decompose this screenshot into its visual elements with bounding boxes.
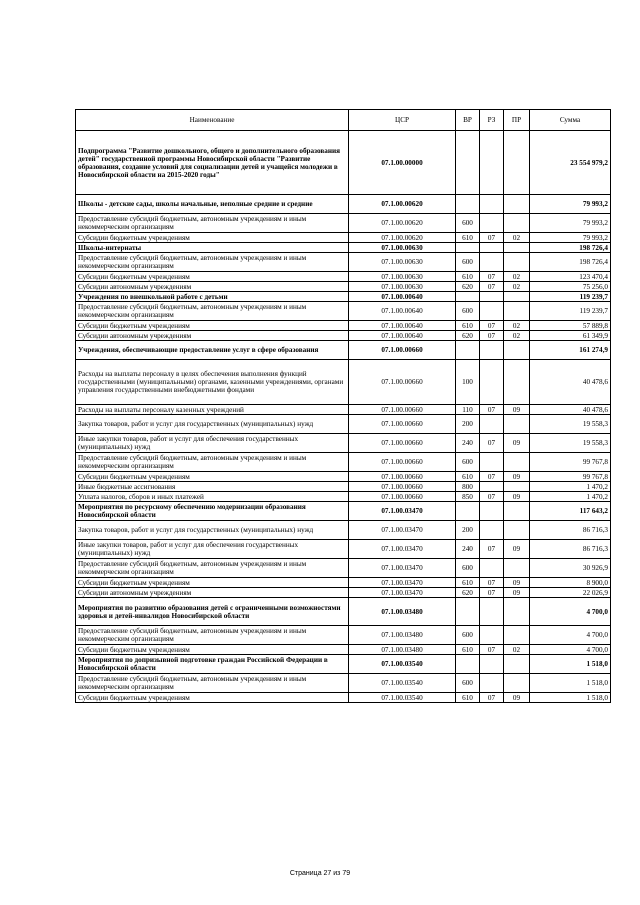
cell-pr <box>504 453 530 472</box>
cell-rz <box>480 302 504 321</box>
cell-vr <box>456 598 480 626</box>
cell-rz: 07 <box>480 645 504 655</box>
header-name: Наименование <box>76 110 349 131</box>
cell-vr <box>456 131 480 195</box>
cell-pr <box>504 131 530 195</box>
cell-rz: 07 <box>480 233 504 243</box>
cell-name: Субсидии бюджетным учреждениям <box>76 472 349 482</box>
cell-sum: 1 518,0 <box>530 693 611 703</box>
cell-name: Мероприятия по ресурсному обеспечению модернизации образования Новосибирской области <box>76 502 349 521</box>
cell-csr: 07.1.00.03540 <box>349 674 456 693</box>
cell-pr: 09 <box>504 405 530 415</box>
cell-pr: 02 <box>504 645 530 655</box>
cell-pr: 09 <box>504 472 530 482</box>
table-row <box>76 292 611 302</box>
table-row <box>76 588 611 598</box>
cell-pr <box>504 598 530 626</box>
cell-sum: 79 993,2 <box>530 214 611 233</box>
table-row <box>76 482 611 492</box>
cell-name: Предоставление субсидий бюджетным, автономным учреждениям и иным некоммерческим организациям <box>76 214 349 233</box>
cell-pr <box>504 214 530 233</box>
cell-sum: 22 026,9 <box>530 588 611 598</box>
cell-csr: 07.1.00.00620 <box>349 195 456 214</box>
cell-sum: 99 767,8 <box>530 472 611 482</box>
cell-vr: 610 <box>456 321 480 331</box>
cell-pr <box>504 292 530 302</box>
table-row <box>76 521 611 540</box>
cell-csr: 07.1.00.03470 <box>349 540 456 559</box>
cell-rz <box>480 341 504 360</box>
cell-rz <box>480 655 504 674</box>
cell-sum: 117 643,2 <box>530 502 611 521</box>
table-row <box>76 195 611 214</box>
cell-vr: 600 <box>456 302 480 321</box>
cell-rz: 07 <box>480 405 504 415</box>
cell-sum: 57 889,8 <box>530 321 611 331</box>
cell-pr: 02 <box>504 331 530 341</box>
cell-name: Предоставление субсидий бюджетным, автономным учреждениям и иным некоммерческим организациям <box>76 626 349 645</box>
cell-name: Мероприятия по развитию образования детей с ограниченными возможностями здоровья и детей-инвалидов Новосибирской области <box>76 598 349 626</box>
cell-rz <box>480 415 504 434</box>
cell-pr <box>504 195 530 214</box>
cell-rz <box>480 214 504 233</box>
header-csr: ЦСР <box>349 110 456 131</box>
cell-sum: 161 274,9 <box>530 341 611 360</box>
table-row <box>76 540 611 559</box>
cell-sum: 1 518,0 <box>530 674 611 693</box>
cell-sum: 61 349,9 <box>530 331 611 341</box>
cell-pr <box>504 482 530 492</box>
table-row <box>76 253 611 272</box>
cell-csr: 07.1.00.03470 <box>349 559 456 578</box>
cell-rz: 07 <box>480 321 504 331</box>
cell-name: Субсидии бюджетным учреждениям <box>76 272 349 282</box>
table-row <box>76 341 611 360</box>
cell-name: Закупка товаров, работ и услуг для государственных (муниципальных) нужд <box>76 415 349 434</box>
table-row <box>76 331 611 341</box>
table-row <box>76 674 611 693</box>
header-pr: ПР <box>504 110 530 131</box>
cell-vr: 600 <box>456 559 480 578</box>
cell-csr: 07.1.00.00660 <box>349 341 456 360</box>
cell-csr: 07.1.00.00000 <box>349 131 456 195</box>
cell-pr <box>504 360 530 405</box>
cell-sum: 4 700,0 <box>530 626 611 645</box>
cell-sum: 8 900,0 <box>530 578 611 588</box>
table-row <box>76 243 611 253</box>
cell-vr: 600 <box>456 453 480 472</box>
cell-csr: 07.1.00.00630 <box>349 253 456 272</box>
cell-sum: 4 700,0 <box>530 645 611 655</box>
cell-sum: 19 558,3 <box>530 415 611 434</box>
cell-name: Субсидии бюджетным учреждениям <box>76 233 349 243</box>
cell-csr: 07.1.00.00640 <box>349 321 456 331</box>
cell-csr: 07.1.00.00630 <box>349 243 456 253</box>
table-row <box>76 214 611 233</box>
cell-vr: 200 <box>456 521 480 540</box>
cell-name: Субсидии бюджетным учреждениям <box>76 321 349 331</box>
table-row <box>76 415 611 434</box>
cell-name: Предоставление субсидий бюджетным, автономным учреждениям и иным некоммерческим организациям <box>76 453 349 472</box>
table-row <box>76 321 611 331</box>
cell-pr: 02 <box>504 233 530 243</box>
cell-rz <box>480 626 504 645</box>
budget-table <box>75 109 611 703</box>
table-row <box>76 360 611 405</box>
table-row <box>76 502 611 521</box>
table-body <box>76 131 611 703</box>
cell-sum: 198 726,4 <box>530 253 611 272</box>
table-row <box>76 233 611 243</box>
header-rz: РЗ <box>480 110 504 131</box>
cell-sum: 99 767,8 <box>530 453 611 472</box>
cell-vr: 100 <box>456 360 480 405</box>
cell-vr: 240 <box>456 434 480 453</box>
cell-vr: 600 <box>456 253 480 272</box>
cell-sum: 79 993,2 <box>530 195 611 214</box>
cell-pr: 02 <box>504 282 530 292</box>
cell-vr: 610 <box>456 233 480 243</box>
cell-name: Уплата налогов, сборов и иных платежей <box>76 492 349 502</box>
cell-csr: 07.1.00.00630 <box>349 282 456 292</box>
cell-pr <box>504 302 530 321</box>
cell-vr <box>456 195 480 214</box>
table-row <box>76 405 611 415</box>
cell-vr: 610 <box>456 472 480 482</box>
cell-sum: 40 478,6 <box>530 405 611 415</box>
cell-pr: 02 <box>504 321 530 331</box>
table-header-row <box>76 110 611 131</box>
cell-vr: 610 <box>456 693 480 703</box>
cell-name: Предоставление субсидий бюджетным, автономным учреждениям и иным некоммерческим организациям <box>76 559 349 578</box>
cell-name: Подпрограмма "Развитие дошкольного, общего и дополнительного образования детей" государственной программы Новосибирской области "Развитие образования, создание условий для социализации детей и учащейся молодежи в Новосибирской области на 2015-2020 годы" <box>76 131 349 195</box>
table-row <box>76 453 611 472</box>
cell-name: Иные бюджетные ассигнования <box>76 482 349 492</box>
cell-sum: 198 726,4 <box>530 243 611 253</box>
cell-rz <box>480 131 504 195</box>
cell-sum: 119 239,7 <box>530 302 611 321</box>
table-row <box>76 472 611 482</box>
cell-csr: 07.1.00.03470 <box>349 588 456 598</box>
cell-name: Предоставление субсидий бюджетным, автономным учреждениям и иным некоммерческим организациям <box>76 674 349 693</box>
cell-csr: 07.1.00.00660 <box>349 482 456 492</box>
cell-sum: 86 716,3 <box>530 540 611 559</box>
cell-vr: 200 <box>456 415 480 434</box>
cell-name: Субсидии бюджетным учреждениям <box>76 645 349 655</box>
cell-csr: 07.1.00.00630 <box>349 272 456 282</box>
cell-rz <box>480 360 504 405</box>
cell-csr: 07.1.00.00660 <box>349 492 456 502</box>
cell-csr: 07.1.00.00640 <box>349 302 456 321</box>
cell-csr: 07.1.00.03480 <box>349 598 456 626</box>
cell-csr: 07.1.00.00660 <box>349 415 456 434</box>
cell-vr: 620 <box>456 282 480 292</box>
cell-rz: 07 <box>480 588 504 598</box>
cell-pr: 09 <box>504 492 530 502</box>
cell-rz: 07 <box>480 693 504 703</box>
cell-name: Иные закупки товаров, работ и услуг для обеспечения государственных (муниципальных) нужд <box>76 434 349 453</box>
cell-rz <box>480 243 504 253</box>
cell-sum: 1 518,0 <box>530 655 611 674</box>
table-row <box>76 272 611 282</box>
cell-name: Субсидии автономным учреждениям <box>76 331 349 341</box>
cell-name: Закупка товаров, работ и услуг для государственных (муниципальных) нужд <box>76 521 349 540</box>
table-row <box>76 626 611 645</box>
cell-vr <box>456 655 480 674</box>
cell-name: Расходы на выплаты персоналу в целях обеспечения выполнения функций государственными (муниципальными) органами, казенными учреждениями, органами управления государственными внебюджетными фондами <box>76 360 349 405</box>
cell-vr: 620 <box>456 588 480 598</box>
cell-rz <box>480 453 504 472</box>
cell-rz: 07 <box>480 578 504 588</box>
cell-name: Субсидии бюджетным учреждениям <box>76 578 349 588</box>
cell-vr: 600 <box>456 626 480 645</box>
cell-csr: 07.1.00.00620 <box>349 233 456 243</box>
table-row <box>76 578 611 588</box>
table-row <box>76 598 611 626</box>
cell-vr: 110 <box>456 405 480 415</box>
cell-vr: 600 <box>456 674 480 693</box>
cell-csr: 07.1.00.03540 <box>349 693 456 703</box>
cell-pr <box>504 415 530 434</box>
cell-vr <box>456 243 480 253</box>
cell-rz: 07 <box>480 282 504 292</box>
cell-pr <box>504 559 530 578</box>
cell-name: Предоставление субсидий бюджетным, автономным учреждениям и иным некоммерческим организациям <box>76 302 349 321</box>
cell-rz: 07 <box>480 472 504 482</box>
cell-vr: 240 <box>456 540 480 559</box>
cell-pr <box>504 243 530 253</box>
cell-sum: 30 926,9 <box>530 559 611 578</box>
cell-name: Учреждения по внешкольной работе с детьми <box>76 292 349 302</box>
cell-rz <box>480 598 504 626</box>
cell-sum: 4 700,0 <box>530 598 611 626</box>
cell-name: Субсидии бюджетным учреждениям <box>76 693 349 703</box>
cell-pr <box>504 502 530 521</box>
cell-csr: 07.1.00.03540 <box>349 655 456 674</box>
cell-vr <box>456 341 480 360</box>
cell-sum: 86 716,3 <box>530 521 611 540</box>
cell-name: Субсидии автономным учреждениям <box>76 588 349 598</box>
cell-rz <box>480 482 504 492</box>
cell-vr <box>456 502 480 521</box>
cell-rz: 07 <box>480 492 504 502</box>
cell-pr <box>504 341 530 360</box>
cell-name: Школы - детские сады, школы начальные, неполные средние и средние <box>76 195 349 214</box>
cell-vr: 850 <box>456 492 480 502</box>
header-vr: ВР <box>456 110 480 131</box>
table-row <box>76 559 611 578</box>
cell-sum: 1 470,2 <box>530 492 611 502</box>
cell-pr: 02 <box>504 272 530 282</box>
cell-pr: 09 <box>504 434 530 453</box>
table-row <box>76 302 611 321</box>
cell-sum: 40 478,6 <box>530 360 611 405</box>
cell-csr: 07.1.00.00660 <box>349 434 456 453</box>
cell-vr: 610 <box>456 578 480 588</box>
cell-csr: 07.1.00.03480 <box>349 626 456 645</box>
cell-csr: 07.1.00.03470 <box>349 578 456 588</box>
cell-csr: 07.1.00.00640 <box>349 331 456 341</box>
cell-rz: 07 <box>480 540 504 559</box>
cell-csr: 07.1.00.03470 <box>349 502 456 521</box>
cell-sum: 75 256,0 <box>530 282 611 292</box>
cell-csr: 07.1.00.00640 <box>349 292 456 302</box>
cell-rz <box>480 521 504 540</box>
cell-sum: 19 558,3 <box>530 434 611 453</box>
cell-pr <box>504 253 530 272</box>
cell-csr: 07.1.00.03480 <box>349 645 456 655</box>
cell-rz <box>480 253 504 272</box>
cell-csr: 07.1.00.03470 <box>349 521 456 540</box>
cell-csr: 07.1.00.00660 <box>349 360 456 405</box>
cell-name: Расходы на выплаты персоналу казенных учреждений <box>76 405 349 415</box>
cell-vr: 600 <box>456 214 480 233</box>
cell-pr <box>504 521 530 540</box>
cell-rz <box>480 559 504 578</box>
cell-name: Школы-интернаты <box>76 243 349 253</box>
cell-sum: 1 470,2 <box>530 482 611 492</box>
cell-pr <box>504 626 530 645</box>
cell-pr <box>504 674 530 693</box>
cell-name: Мероприятия по допризывной подготовке граждан Российской Федерации в Новосибирской области <box>76 655 349 674</box>
cell-vr: 620 <box>456 331 480 341</box>
cell-name: Учреждения, обеспечивающие предоставление услуг в сфере образования <box>76 341 349 360</box>
table-row <box>76 655 611 674</box>
cell-rz <box>480 292 504 302</box>
table-row <box>76 693 611 703</box>
cell-name: Предоставление субсидий бюджетным, автономным учреждениям и иным некоммерческим организациям <box>76 253 349 272</box>
cell-csr: 07.1.00.00660 <box>349 405 456 415</box>
cell-vr: 610 <box>456 645 480 655</box>
cell-rz <box>480 502 504 521</box>
cell-rz: 07 <box>480 272 504 282</box>
table-row <box>76 282 611 292</box>
cell-sum: 123 470,4 <box>530 272 611 282</box>
cell-sum: 79 993,2 <box>530 233 611 243</box>
cell-pr <box>504 655 530 674</box>
cell-csr: 07.1.00.00660 <box>349 453 456 472</box>
cell-name: Субсидии автономным учреждениям <box>76 282 349 292</box>
cell-pr: 09 <box>504 540 530 559</box>
cell-sum: 119 239,7 <box>530 292 611 302</box>
header-sum: Сумма <box>530 110 611 131</box>
cell-pr: 09 <box>504 578 530 588</box>
cell-csr: 07.1.00.00620 <box>349 214 456 233</box>
cell-rz: 07 <box>480 331 504 341</box>
cell-vr <box>456 292 480 302</box>
cell-rz <box>480 195 504 214</box>
cell-pr: 09 <box>504 588 530 598</box>
cell-sum: 23 554 979,2 <box>530 131 611 195</box>
cell-rz <box>480 674 504 693</box>
cell-csr: 07.1.00.00660 <box>349 472 456 482</box>
table-row <box>76 434 611 453</box>
cell-rz: 07 <box>480 434 504 453</box>
cell-pr: 09 <box>504 693 530 703</box>
page-number: Страница 27 из 79 <box>289 870 351 877</box>
cell-name: Иные закупки товаров, работ и услуг для обеспечения государственных (муниципальных) нужд <box>76 540 349 559</box>
table-row <box>76 131 611 195</box>
table-row <box>76 492 611 502</box>
cell-vr: 800 <box>456 482 480 492</box>
cell-vr: 610 <box>456 272 480 282</box>
table-row <box>76 645 611 655</box>
